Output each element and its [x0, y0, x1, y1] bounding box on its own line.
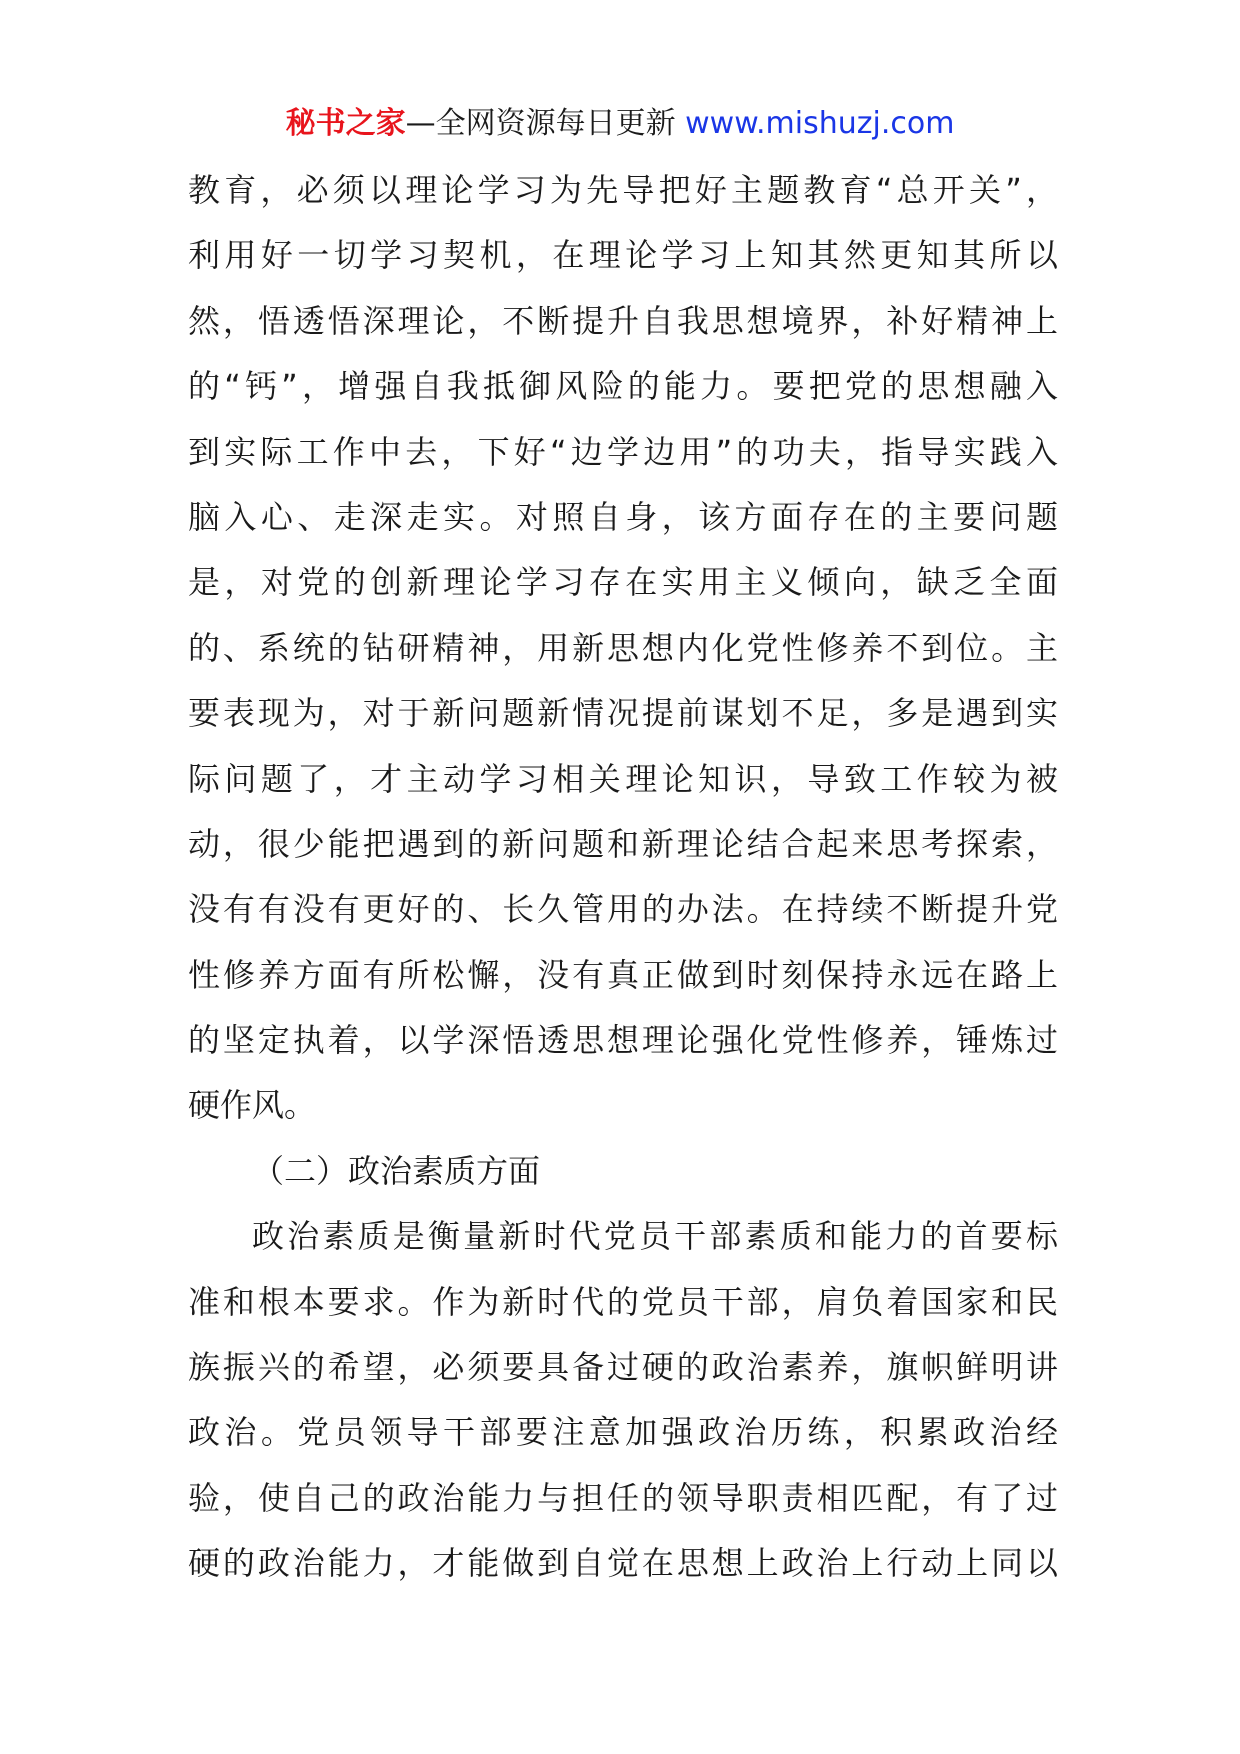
text-line: 政治。党员领导干部要注意加强政治历练，积累政治经 [188, 1413, 1058, 1452]
text-line: 族振兴的希望，必须要具备过硬的政治素养，旗帜鲜明讲 [188, 1348, 1058, 1387]
text-line: 动，很少能把遇到的新问题和新理论结合起来思考探索， [188, 824, 1058, 863]
text-line: 是，对党的创新理论学习存在实用主义倾向，缺乏全面 [188, 563, 1058, 602]
text-line: 利用好一切学习契机，在理论学习上知其然更知其所以 [188, 236, 1058, 275]
text-line: 的坚定执着，以学深悟透思想理论强化党性修养，锤炼过 [188, 1021, 1058, 1060]
site-url[interactable]: www.mishuzj.com [685, 106, 955, 141]
text-line: 的“钙”，增强自我抵御风险的能力。要把党的思想融入 [188, 367, 1058, 406]
text-line: 脑入心、走深走实。对照自身，该方面存在的主要问题 [188, 497, 1058, 536]
text-line: 验，使自己的政治能力与担任的领导职责相匹配，有了过 [188, 1478, 1058, 1517]
site-tagline: —全网资源每日更新 [405, 106, 676, 141]
text-line: 性修养方面有所松懈，没有真正做到时刻保持永远在路上 [188, 955, 1058, 994]
text-line: 要表现为，对于新问题新情况提前谋划不足，多是遇到实 [188, 694, 1058, 733]
text-line: 硬的政治能力，才能做到自觉在思想上政治上行动上同以 [188, 1544, 1058, 1583]
section-heading: （二）政治素质方面 [252, 1151, 541, 1190]
text-line: 硬作风。 [188, 1086, 317, 1125]
text-line: 的、系统的钻研精神，用新思想内化党性修养不到位。主 [188, 628, 1058, 667]
text-line: 准和根本要求。作为新时代的党员干部，肩负着国家和民 [188, 1282, 1058, 1321]
text-line: 没有有没有更好的、长久管用的办法。在持续不断提升党 [188, 890, 1058, 929]
text-line: 政治素质是衡量新时代党员干部素质和能力的首要标 [252, 1217, 1058, 1256]
document-body [188, 158, 1058, 1597]
text-line: 教育，必须以理论学习为先导把好主题教育“总开关”， [188, 171, 1058, 209]
text-line: 际问题了，才主动学习相关理论知识，导致工作较为被 [188, 759, 1058, 798]
site-brand: 秘书之家 [285, 106, 406, 141]
text-line: 然，悟透悟深理论，不断提升自我思想境界，补好精神上 [188, 301, 1058, 340]
page-header [0, 100, 1240, 148]
text-line: 到实际工作中去，下好“边学边用”的功夫，指导实践入 [188, 432, 1058, 471]
